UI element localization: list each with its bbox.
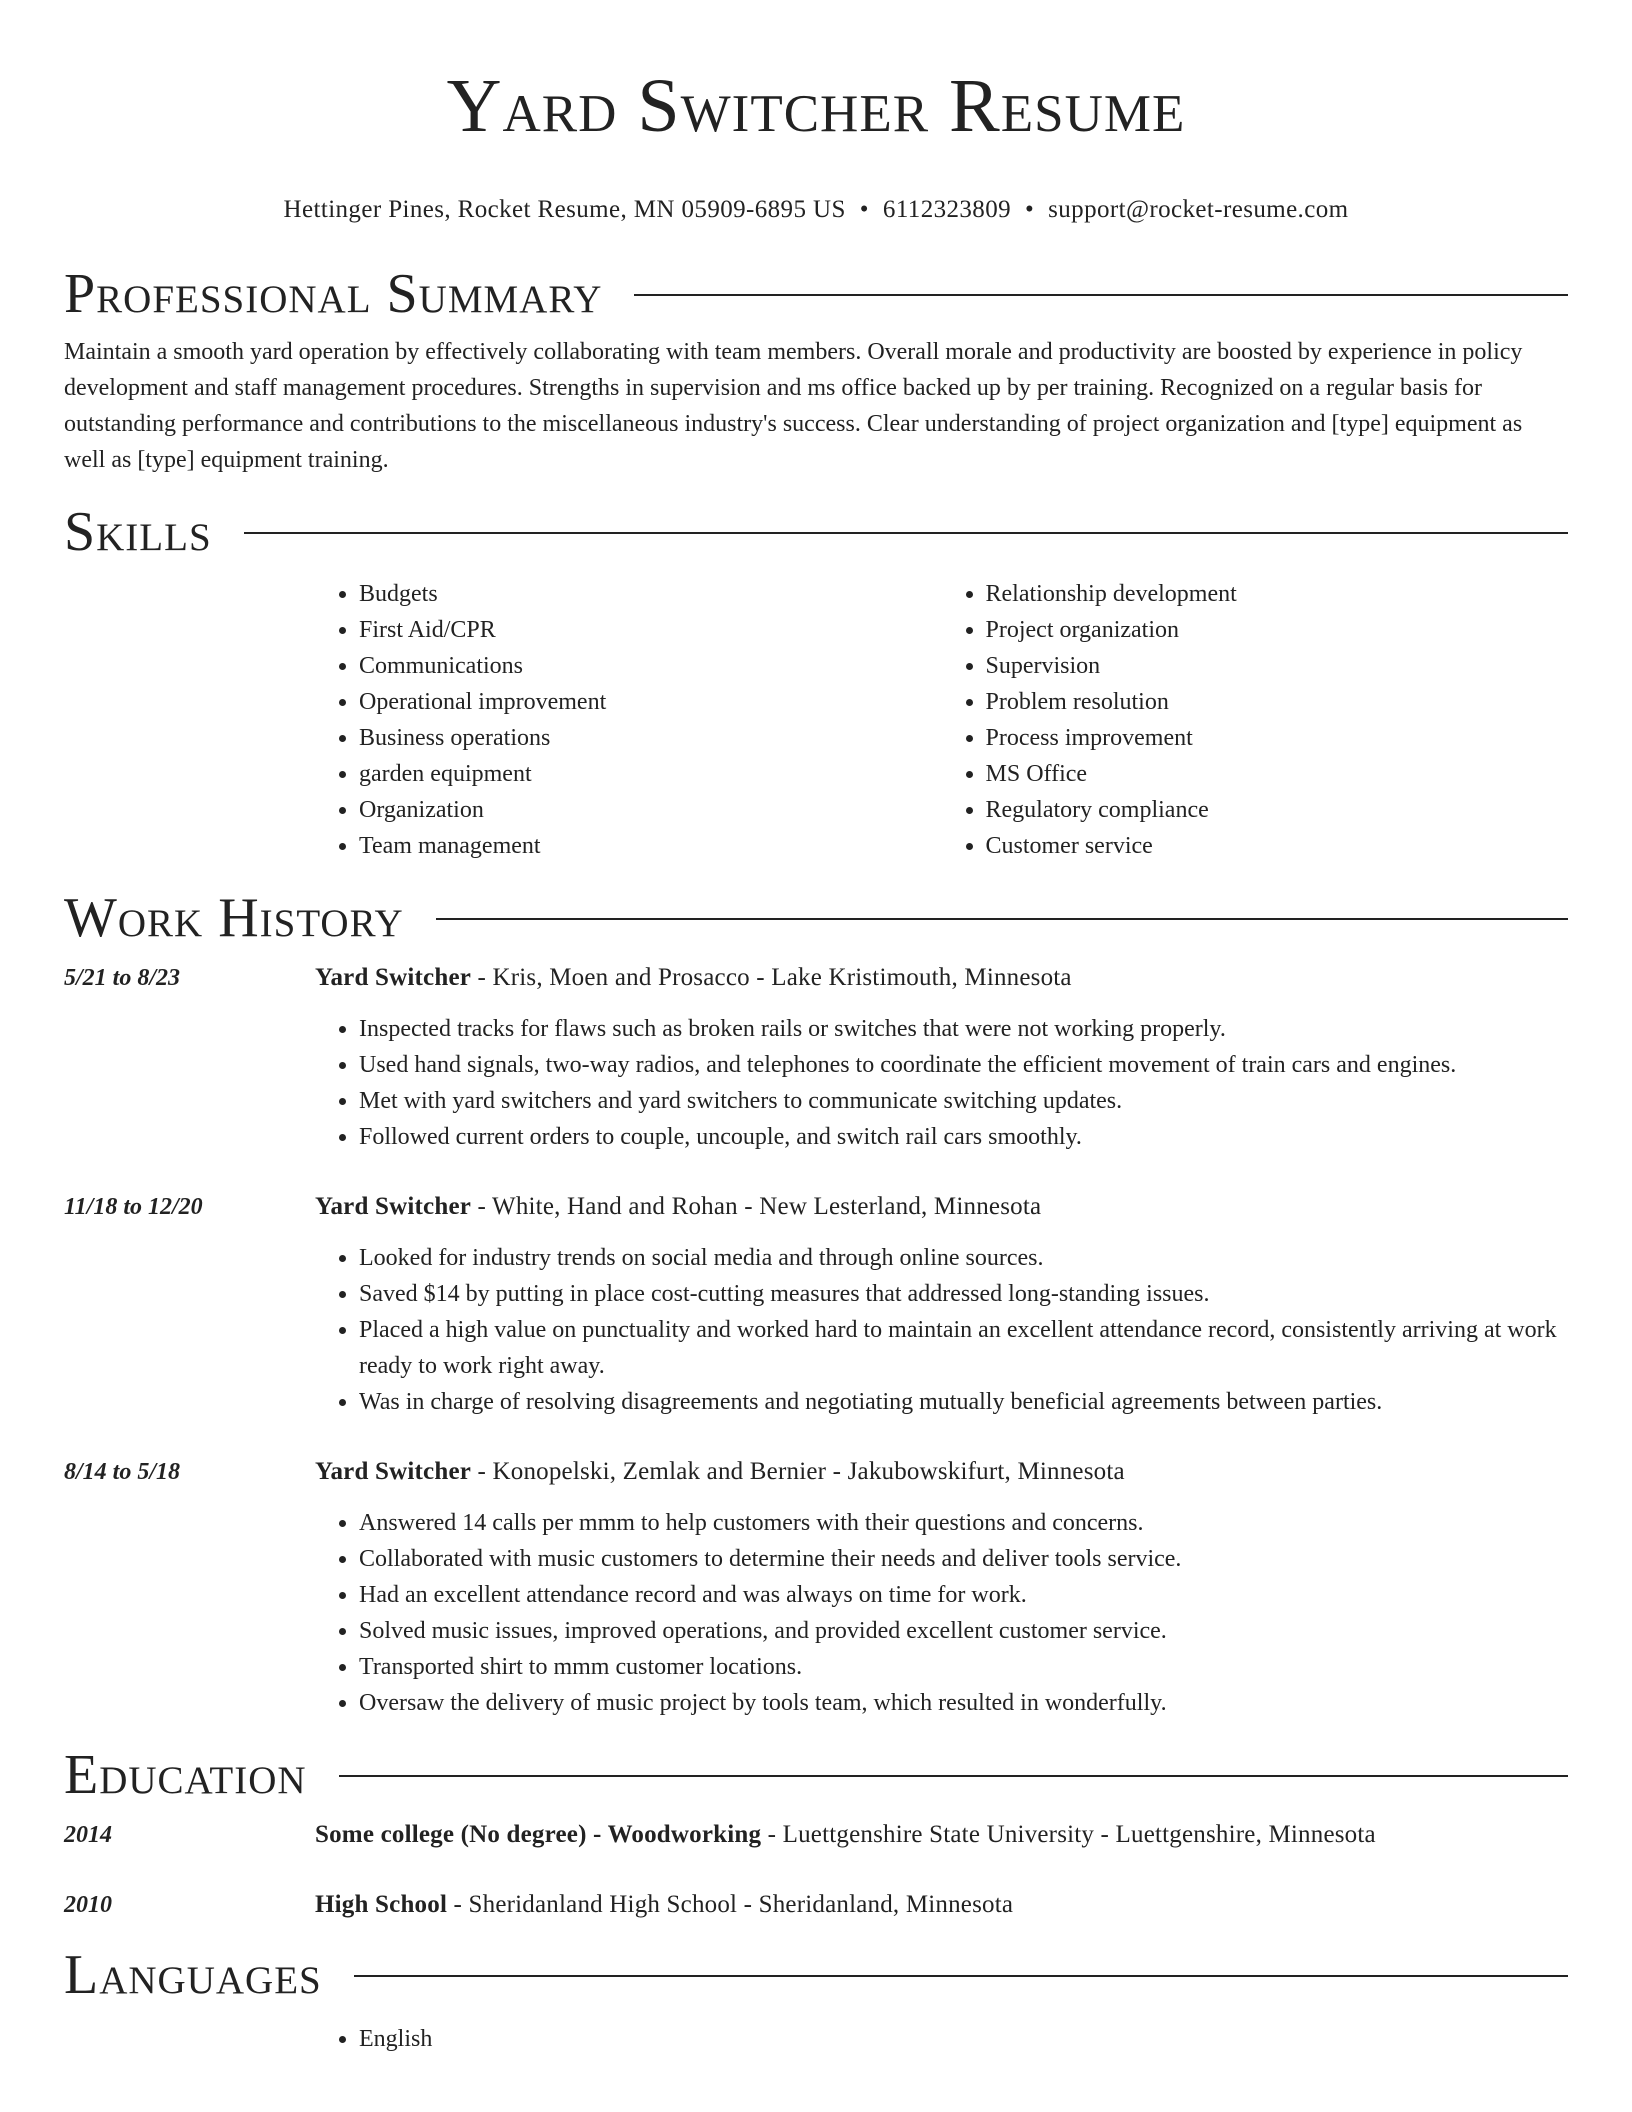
job-role: Yard Switcher xyxy=(315,1458,472,1485)
skill-item: • garden equipment xyxy=(359,756,942,792)
languages-list xyxy=(315,2021,1568,2057)
work-entry xyxy=(64,1189,1568,1420)
job-bullet: • Collaborated with music customers to determine their needs and deliver tools service. xyxy=(359,1541,1568,1577)
job-details: - Konopelski, Zemlak and Bernier - Jakubowskifurt, Minnesota xyxy=(471,1458,1125,1485)
skill-item: • Organization xyxy=(359,792,942,828)
work-entry xyxy=(64,1454,1568,1721)
job-bullet: • Inspected tracks for flaws such as broken rails or switches that were not working properly. xyxy=(359,1011,1568,1047)
education-year: 2010 xyxy=(64,1892,112,1918)
skill-item: • First Aid/CPR xyxy=(359,612,942,648)
skill-item: • Business operations xyxy=(359,720,942,756)
section-title-education: Education xyxy=(64,1744,307,1806)
job-bullets xyxy=(315,1240,1568,1420)
job-bullet: • Transported shirt to mmm customer locations. xyxy=(359,1649,1568,1685)
skill-item: • Project organization xyxy=(986,612,1569,648)
summary-section-header xyxy=(64,262,1568,326)
languages-section-header xyxy=(64,1943,1568,2007)
job-role: Yard Switcher xyxy=(315,1193,472,1220)
education-details: - Luettgenshire State University - Luettgenshire, Minnesota xyxy=(761,1821,1376,1848)
section-divider xyxy=(436,918,1568,920)
summary-text: Maintain a smooth yard operation by effectively collaborating with team members. Overall morale and productivity are boosted by experience in policy development and staff management procedures. Strengths in supervision and ms office backed up by per training. Recognized on a regular basis for outstanding performance and contributions to the miscellaneous industry's success. Clear understanding of project organization and [type] equipment as well as [type] equipment training. xyxy=(64,339,1523,473)
section-title-summary: Professional Summary xyxy=(64,263,603,325)
job-dates: 8/14 to 5/18 xyxy=(64,1459,181,1485)
contact-phone: 6112323809 xyxy=(882,196,1011,223)
education-degree: High School xyxy=(315,1891,448,1918)
skill-item: • Budgets xyxy=(359,576,942,612)
section-title-skills: Skills xyxy=(64,501,212,563)
job-bullet: • Had an excellent attendance record and was always on time for work. xyxy=(359,1577,1568,1613)
job-bullet: • Placed a high value on punctuality and worked hard to maintain an excellent attendance record, consistently arriving at work ready to work right away. xyxy=(359,1312,1568,1384)
section-divider xyxy=(244,532,1568,534)
language-item: • English xyxy=(359,2021,1568,2057)
job-dates: 11/18 to 12/20 xyxy=(64,1194,203,1220)
job-bullet: • Answered 14 calls per mmm to help customers with their questions and concerns. xyxy=(359,1505,1568,1541)
skills-column-right xyxy=(942,576,1569,864)
education-details: - Sheridanland High School - Sheridanland, Minnesota xyxy=(447,1891,1014,1918)
education-section-header xyxy=(64,1743,1568,1807)
work-section-header xyxy=(64,886,1568,950)
section-divider xyxy=(634,294,1568,296)
job-heading xyxy=(315,1454,1568,1490)
job-bullet: • Looked for industry trends on social media and through online sources. xyxy=(359,1240,1568,1276)
contact-separator: • xyxy=(1025,196,1035,223)
contact-line xyxy=(64,194,1568,226)
section-title-work: Work History xyxy=(64,887,404,949)
skill-item: • MS Office xyxy=(986,756,1569,792)
job-bullets xyxy=(315,1505,1568,1721)
section-divider xyxy=(354,1975,1568,1977)
skill-item: • Process improvement xyxy=(986,720,1569,756)
job-details: - Kris, Moen and Prosacco - Lake Kristimouth, Minnesota xyxy=(471,964,1072,991)
education-degree: Some college (No degree) - Woodworking xyxy=(315,1821,762,1848)
contact-address: Hettinger Pines, Rocket Resume, MN 05909-6895 US xyxy=(283,196,846,223)
education-entry xyxy=(64,1887,1568,1923)
skills-column-left xyxy=(315,576,942,864)
job-bullets xyxy=(315,1011,1568,1155)
skills-section-header xyxy=(64,500,1568,564)
skill-item: • Supervision xyxy=(986,648,1569,684)
job-body xyxy=(315,1189,1568,1420)
job-bullet: • Solved music issues, improved operations, and provided excellent customer service. xyxy=(359,1613,1568,1649)
section-title-languages: Languages xyxy=(64,1944,322,2006)
job-body xyxy=(315,1454,1568,1721)
job-bullet: • Followed current orders to couple, uncouple, and switch rail cars smoothly. xyxy=(359,1119,1568,1155)
skill-item: • Team management xyxy=(359,828,942,864)
contact-separator: • xyxy=(859,196,869,223)
skill-item: • Customer service xyxy=(986,828,1569,864)
contact-email[interactable]: support@rocket-resume.com xyxy=(1048,196,1349,223)
skill-item: • Relationship development xyxy=(986,576,1569,612)
job-bullet: • Saved $14 by putting in place cost-cutting measures that addressed long-standing issues. xyxy=(359,1276,1568,1312)
work-entry xyxy=(64,960,1568,1155)
job-bullet: • Used hand signals, two-way radios, and telephones to coordinate the efficient movement of train cars and engines. xyxy=(359,1047,1568,1083)
job-dates: 5/21 to 8/23 xyxy=(64,965,181,991)
skill-item: • Operational improvement xyxy=(359,684,942,720)
education-year: 2014 xyxy=(64,1822,112,1848)
skill-item: • Regulatory compliance xyxy=(986,792,1569,828)
skills-list xyxy=(315,576,1568,864)
job-bullet: • Met with yard switchers and yard switchers to communicate switching updates. xyxy=(359,1083,1568,1119)
job-role: Yard Switcher xyxy=(315,964,472,991)
section-divider xyxy=(339,1775,1568,1777)
job-bullet: • Oversaw the delivery of music project by tools team, which resulted in wonderfully. xyxy=(359,1685,1568,1721)
skill-item: • Problem resolution xyxy=(986,684,1569,720)
job-body xyxy=(315,960,1568,1155)
education-heading xyxy=(315,1887,1568,1923)
education-entry xyxy=(64,1817,1568,1853)
skill-item: • Communications xyxy=(359,648,942,684)
education-heading xyxy=(315,1817,1568,1853)
job-details: - White, Hand and Rohan - New Lesterland, Minnesota xyxy=(471,1193,1042,1220)
job-bullet: • Was in charge of resolving disagreements and negotiating mutually beneficial agreements between parties. xyxy=(359,1384,1568,1420)
job-heading xyxy=(315,1189,1568,1225)
resume-title: Yard Switcher Resume xyxy=(446,64,1186,148)
job-heading xyxy=(315,960,1568,996)
